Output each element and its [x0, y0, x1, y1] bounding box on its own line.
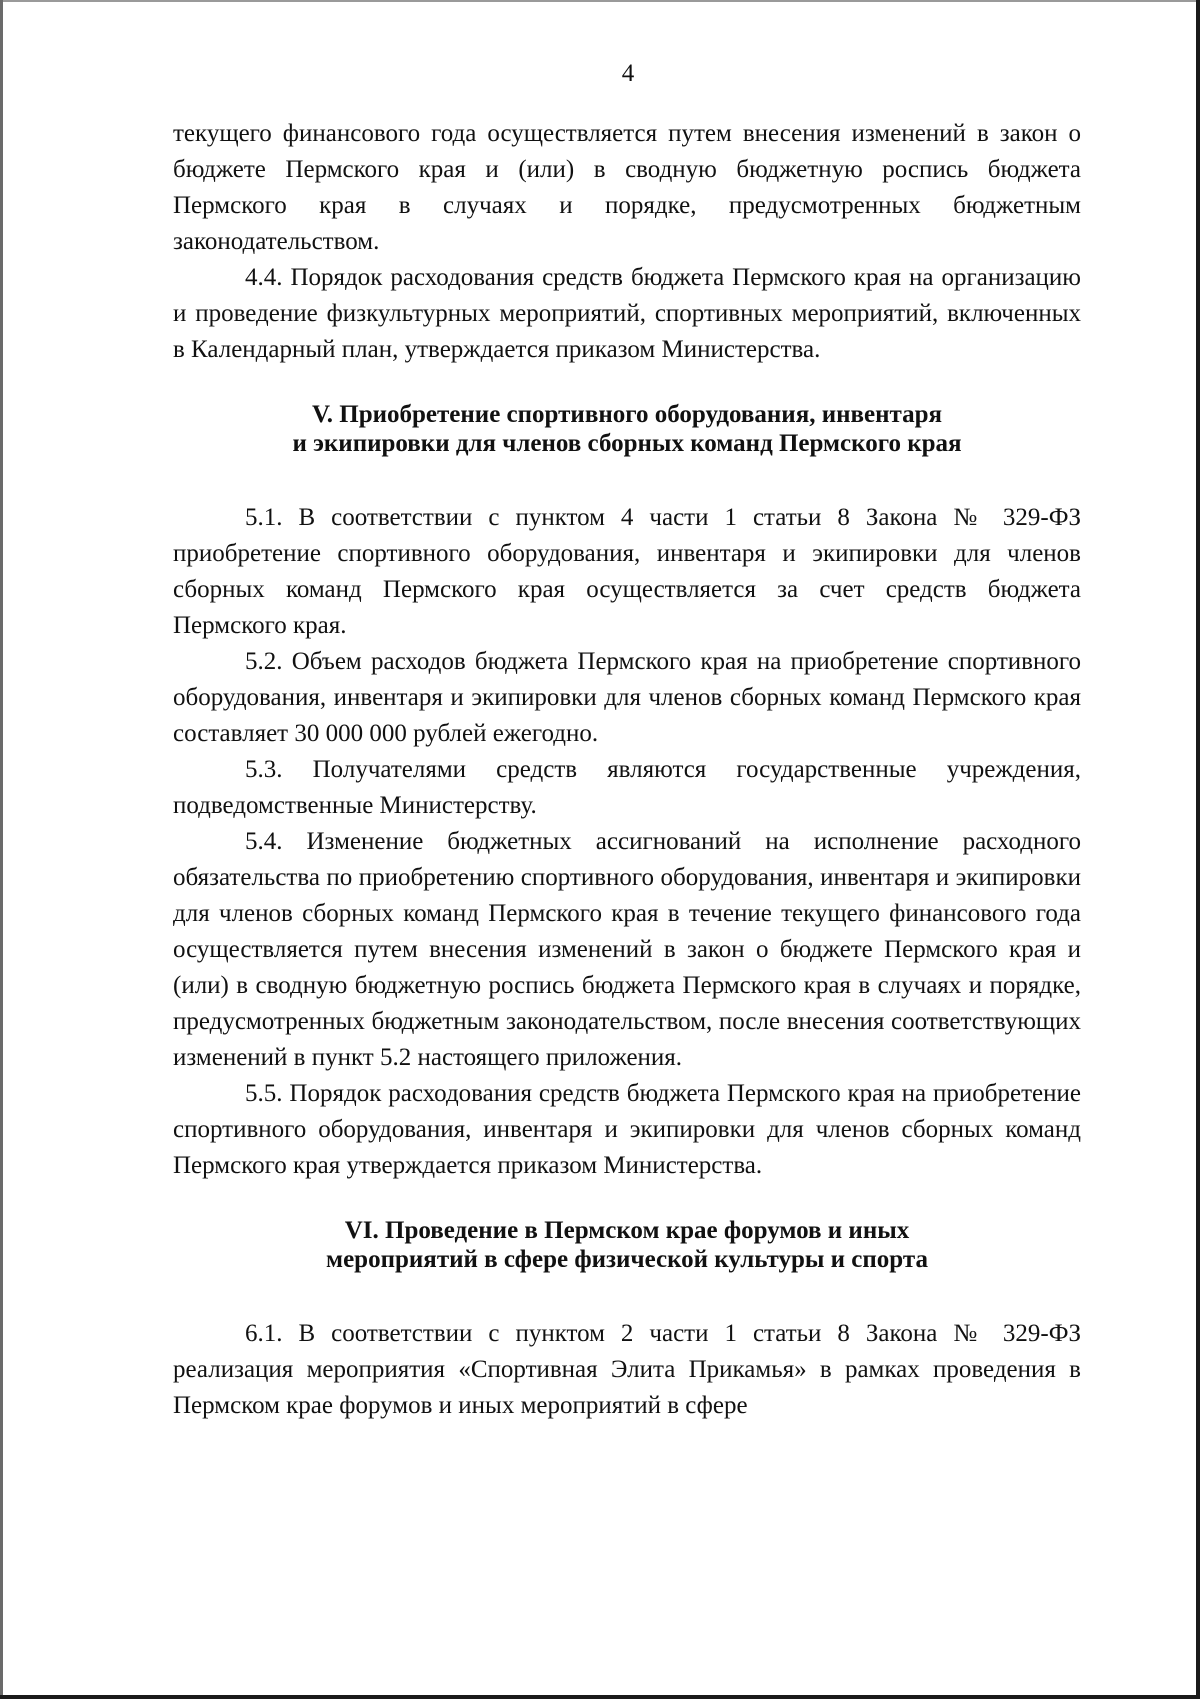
section-heading	[173, 1216, 1081, 1274]
body-paragraph: 5.5. Порядок расходования средств бюджета Пермского края на приобретение спортивного оборудования, инвентаря и экипировки для членов сборных команд Пермского края утверждается приказом Министерства.	[173, 1080, 1081, 1179]
body-paragraph: 6.1. В соответствии с пунктом 2 части 1 статьи 8 Закона № 329-ФЗ реализация мероприятия «Спортивная Элита Прикамья» в рамках проведения в Пермском крае форумов и иных мероприятий в сфере	[173, 1320, 1081, 1419]
section-heading-line: VI. Проведение в Пермском крае форумов и иных	[344, 1217, 910, 1244]
scan-edge-right	[1196, 0, 1200, 1699]
body-paragraph: 5.4. Изменение бюджетных ассигнований на исполнение расходного обязательства по приобретению спортивного оборудования, инвентаря и экипировки для членов сборных команд Пермского края в течение текущего финансового года осуществляется путем внесения изменений в закон о бюджете Пермского края и (или) в сводную бюджетную роспись бюджета Пермского края в случаях и порядке, предусмотренных бюджетным законодательством, после внесения соответствующих изменений в пункт 5.2 настоящего приложения.	[173, 828, 1081, 1071]
page-number: 4	[621, 60, 635, 87]
body-paragraph: 4.4. Порядок расходования средств бюджета Пермского края на организацию и проведение физкультурных мероприятий, спортивных мероприятий, включенных в Календарный план, утверждается приказом Министерства.	[173, 264, 1081, 363]
spacer	[173, 1184, 1081, 1216]
body-paragraph: 5.3. Получателями средств являются государственные учреждения, подведомственные Министерству.	[173, 756, 1081, 819]
body-paragraph: текущего финансового года осуществляется путем внесения изменений в закон о бюджете Пермского края и (или) в сводную бюджетную роспись бюджета Пермского края в случаях и порядке, предусмотренных бюджетным законодательством.	[173, 120, 1081, 255]
section-heading-line: мероприятий в сфере физической культуры и спорта	[326, 1246, 928, 1273]
body-paragraph: 5.2. Объем расходов бюджета Пермского края на приобретение спортивного оборудования, инвентаря и экипировки для членов сборных команд Пермского края составляет 30 000 000 рублей ежегодно.	[173, 648, 1081, 747]
document-body	[173, 116, 1081, 1424]
scan-edge-top	[0, 0, 1200, 2]
scan-edge-left	[0, 0, 3, 1699]
spacer	[173, 458, 1081, 500]
scan-edge-bottom	[0, 1695, 1200, 1699]
section-heading-line: и экипировки для членов сборных команд Пермского края	[292, 430, 962, 457]
body-paragraph: 5.1. В соответствии с пунктом 4 части 1 статьи 8 Закона № 329-ФЗ приобретение спортивного оборудования, инвентаря и экипировки для членов сборных команд Пермского края осуществляется за счет средств бюджета Пермского края.	[173, 504, 1081, 639]
spacer	[173, 1274, 1081, 1316]
spacer	[173, 368, 1081, 400]
section-heading	[173, 400, 1081, 458]
document-page	[173, 56, 1081, 1424]
section-heading-line: V. Приобретение спортивного оборудования, инвентаря	[311, 401, 943, 428]
